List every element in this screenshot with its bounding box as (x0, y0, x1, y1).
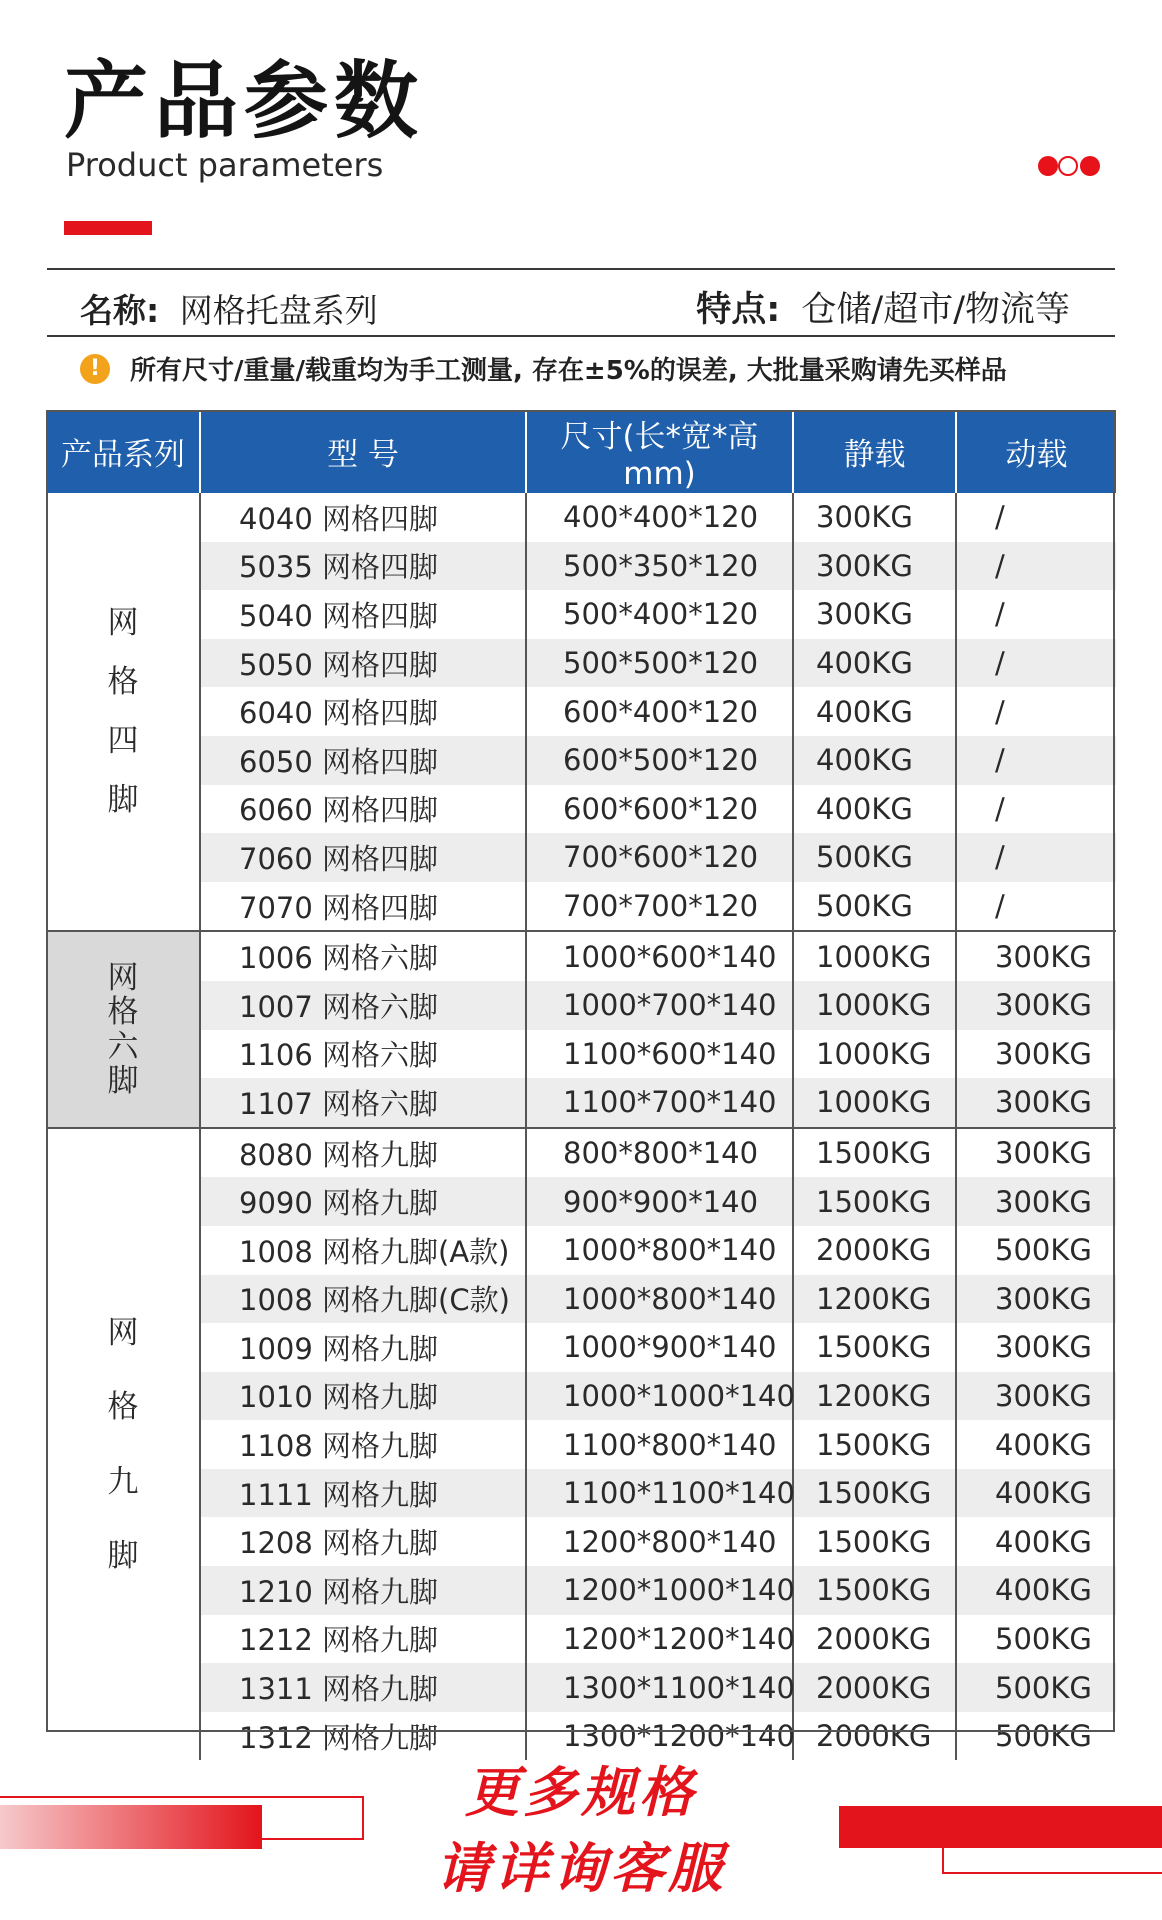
divider-top (47, 268, 1115, 270)
model-cell: 6060 网格四脚 (200, 785, 526, 834)
static-load-cell: 1500KG (793, 1420, 956, 1469)
static-load-cell: 500KG (793, 833, 956, 882)
dynamic-load-cell: / (995, 791, 1005, 826)
static-load-cell: 2000KG (793, 1663, 956, 1712)
size-cell: 800*800*140 (526, 1128, 793, 1178)
model-cell: 5040 网格四脚 (200, 590, 526, 639)
size-cell: 1000*700*140 (526, 981, 793, 1030)
footer-deco-left-bar (0, 1805, 262, 1849)
size-cell: 1200*1200*140 (526, 1615, 793, 1664)
table-row (47, 1469, 1116, 1518)
notice-text: 所有尺寸/重量/载重均为手工测量, 存在±5%的误差, 大批量采购请先买样品 (130, 356, 1007, 386)
dynamic-load-cell: 300KG (956, 1275, 1116, 1324)
header-series: 产品系列 (47, 410, 200, 493)
size-cell: 600*400*120 (526, 687, 793, 736)
dynamic-load-cell: / (995, 889, 1005, 924)
dynamic-load-cell: 300KG (995, 1330, 1092, 1365)
footer-deco-right-line (942, 1838, 1162, 1840)
more-specs-text: 更多规格 (465, 1761, 697, 1824)
dynamic-load-cell: 300KG (956, 1128, 1116, 1178)
static-load-cell: 1500KG (793, 1566, 956, 1615)
static-load-cell: 400KG (793, 736, 956, 785)
table-row (47, 1078, 1116, 1128)
table-row (47, 981, 1116, 1030)
size-cell: 1100*1100*140 (526, 1469, 793, 1518)
header-static-load: 静载 (793, 410, 956, 493)
static-load-cell: 400KG (793, 687, 956, 736)
model-cell: 1111 网格九脚 (200, 1469, 526, 1518)
dynamic-load-cell: / (956, 736, 1116, 785)
table-row (47, 1323, 1116, 1372)
dynamic-load-cell: 500KG (995, 1719, 1092, 1754)
dynamic-load-cell: / (956, 833, 1116, 882)
product-features (696, 282, 1070, 332)
dynamic-load-cell: / (956, 639, 1116, 688)
static-load-cell: 300KG (793, 590, 956, 639)
table-row (47, 1372, 1116, 1421)
size-cell: 1300*1100*140 (526, 1663, 793, 1712)
size-cell: 1200*1000*140 (526, 1566, 793, 1615)
table-row (47, 1030, 1116, 1079)
table-row (47, 1566, 1116, 1615)
page-subtitle: Product parameters (66, 146, 384, 184)
model-cell: 1210 网格九脚 (200, 1566, 526, 1615)
static-load-cell: 300KG (793, 542, 956, 591)
table-row (47, 882, 1116, 932)
dynamic-load-cell: 300KG (956, 981, 1116, 1030)
table-row (47, 493, 1116, 542)
size-cell: 500*400*120 (526, 590, 793, 639)
dynamic-load-cell: 300KG (956, 931, 1116, 981)
model-cell: 7060 网格四脚 (200, 833, 526, 882)
model-cell: 1311 网格九脚 (200, 1663, 526, 1712)
static-load-cell: 2000KG (793, 1615, 956, 1664)
dynamic-load-cell: 400KG (995, 1524, 1092, 1559)
dot-icon (1038, 156, 1058, 176)
size-cell: 500*500*120 (526, 639, 793, 688)
static-load-cell: 1500KG (793, 1517, 956, 1566)
size-cell: 1000*600*140 (526, 931, 793, 981)
model-cell: 1009 网格九脚 (200, 1323, 526, 1372)
accent-bar (64, 221, 152, 235)
model-cell: 8080 网格九脚 (200, 1128, 526, 1178)
size-cell: 1000*1000*140 (526, 1372, 793, 1421)
size-cell: 500*350*120 (526, 542, 793, 591)
series-cell: 网 格 九 脚 (47, 1128, 200, 1761)
parameters-table (47, 410, 1116, 1760)
model-cell: 1008 网格九脚(A款) (200, 1226, 526, 1275)
dynamic-load-cell: 300KG (956, 1078, 1116, 1128)
static-load-cell: 1000KG (793, 1030, 956, 1079)
footer-deco-right-line (942, 1872, 1162, 1874)
table-row (47, 590, 1116, 639)
table-row (47, 1177, 1116, 1226)
static-load-cell: 300KG (793, 493, 956, 542)
size-cell: 1200*800*140 (526, 1517, 793, 1566)
model-cell: 5035 网格四脚 (200, 542, 526, 591)
size-cell: 400*400*120 (526, 493, 793, 542)
static-load-cell: 1000KG (793, 931, 956, 981)
static-load-cell: 1000KG (793, 1078, 956, 1128)
footer-deco-left-line (362, 1796, 364, 1840)
static-load-cell: 1000KG (793, 981, 956, 1030)
model-cell: 4040 网格四脚 (200, 493, 526, 542)
table-row (47, 1128, 1116, 1178)
dynamic-load-cell: 500KG (995, 1233, 1092, 1268)
static-load-cell: 2000KG (793, 1712, 956, 1761)
dynamic-load-cell: / (956, 542, 1116, 591)
model-cell: 1007 网格六脚 (200, 981, 526, 1030)
name-value: 网格托盘系列 (179, 291, 378, 330)
decorative-dots (1038, 156, 1102, 180)
contact-service-text: 请详询客服 (436, 1837, 726, 1900)
model-cell: 1106 网格六脚 (200, 1030, 526, 1079)
size-cell: 600*500*120 (526, 736, 793, 785)
table-row (47, 1226, 1116, 1275)
model-cell: 6040 网格四脚 (200, 687, 526, 736)
table-row (47, 736, 1116, 785)
model-cell: 1208 网格九脚 (200, 1517, 526, 1566)
model-cell: 1010 网格九脚 (200, 1372, 526, 1421)
model-cell: 1108 网格九脚 (200, 1420, 526, 1469)
table-row (47, 687, 1116, 736)
static-load-cell: 2000KG (793, 1226, 956, 1275)
dynamic-load-cell: 500KG (995, 1621, 1092, 1656)
dynamic-load-cell: 500KG (956, 1663, 1116, 1712)
footer-deco-right-line (942, 1838, 944, 1874)
dynamic-load-cell: / (995, 597, 1005, 632)
footer-deco-right-bar (839, 1806, 1162, 1848)
dynamic-load-cell: 400KG (956, 1469, 1116, 1518)
size-cell: 900*900*140 (526, 1177, 793, 1226)
size-cell: 1100*700*140 (526, 1078, 793, 1128)
model-cell: 1006 网格六脚 (200, 931, 526, 981)
static-load-cell: 1500KG (793, 1177, 956, 1226)
measurement-notice (80, 350, 1007, 387)
series-cell: 网 格 六 脚 (47, 931, 200, 1127)
static-load-cell: 1500KG (793, 1469, 956, 1518)
dynamic-load-cell: 400KG (956, 1566, 1116, 1615)
dynamic-load-cell: / (995, 500, 1005, 535)
warning-icon: ! (80, 354, 110, 384)
size-cell: 1300*1200*140 (526, 1712, 793, 1761)
static-load-cell: 1500KG (793, 1323, 956, 1372)
size-cell: 1000*800*140 (526, 1275, 793, 1324)
feature-value: 仓储/超市/物流等 (801, 290, 1070, 330)
model-cell: 1008 网格九脚(C款) (200, 1275, 526, 1324)
dynamic-load-cell: 300KG (995, 1036, 1092, 1071)
header-size: 尺寸(长*宽*高mm) (526, 410, 793, 493)
table-row (47, 785, 1116, 834)
static-load-cell: 400KG (793, 639, 956, 688)
footer-deco-left-line (262, 1838, 364, 1840)
table-row (47, 1275, 1116, 1324)
size-cell: 600*600*120 (526, 785, 793, 834)
static-load-cell: 500KG (793, 882, 956, 932)
size-cell: 700*700*120 (526, 882, 793, 932)
static-load-cell: 400KG (793, 785, 956, 834)
feature-label: 特点: (696, 290, 781, 330)
dynamic-load-cell: 300KG (956, 1372, 1116, 1421)
size-cell: 1000*800*140 (526, 1226, 793, 1275)
header-model: 型 号 (200, 410, 526, 493)
model-cell: 7070 网格四脚 (200, 882, 526, 932)
static-load-cell: 1200KG (793, 1275, 956, 1324)
table-row (47, 1663, 1116, 1712)
series-cell: 网 格 四 脚 (47, 493, 200, 931)
divider-bottom (47, 335, 1115, 337)
model-cell: 5050 网格四脚 (200, 639, 526, 688)
model-cell: 6050 网格四脚 (200, 736, 526, 785)
model-cell: 1212 网格九脚 (200, 1615, 526, 1664)
table-row (47, 1517, 1116, 1566)
table-row (47, 833, 1116, 882)
table-row (47, 542, 1116, 591)
dynamic-load-cell: 300KG (956, 1177, 1116, 1226)
dot-outline-icon (1058, 156, 1078, 176)
size-cell: 700*600*120 (526, 833, 793, 882)
table-header-row (47, 410, 1116, 493)
size-cell: 1100*800*140 (526, 1420, 793, 1469)
page-title: 产品参数 (64, 52, 425, 150)
model-cell: 9090 网格九脚 (200, 1177, 526, 1226)
size-cell: 1000*900*140 (526, 1323, 793, 1372)
footer-deco-left-line (0, 1796, 364, 1798)
model-cell: 1107 网格六脚 (200, 1078, 526, 1128)
table-row (47, 1615, 1116, 1664)
static-load-cell: 1200KG (793, 1372, 956, 1421)
header-dynamic-load: 动载 (956, 410, 1116, 493)
dot-icon (1080, 156, 1100, 176)
dynamic-load-cell: / (995, 694, 1005, 729)
name-label: 名称: (80, 291, 160, 330)
dynamic-load-cell: 400KG (995, 1427, 1092, 1462)
product-name (80, 285, 378, 332)
static-load-cell: 1500KG (793, 1128, 956, 1178)
size-cell: 1100*600*140 (526, 1030, 793, 1079)
table-row (47, 639, 1116, 688)
table-row (47, 931, 1116, 981)
model-cell: 1312 网格九脚 (200, 1712, 526, 1761)
table-row (47, 1420, 1116, 1469)
